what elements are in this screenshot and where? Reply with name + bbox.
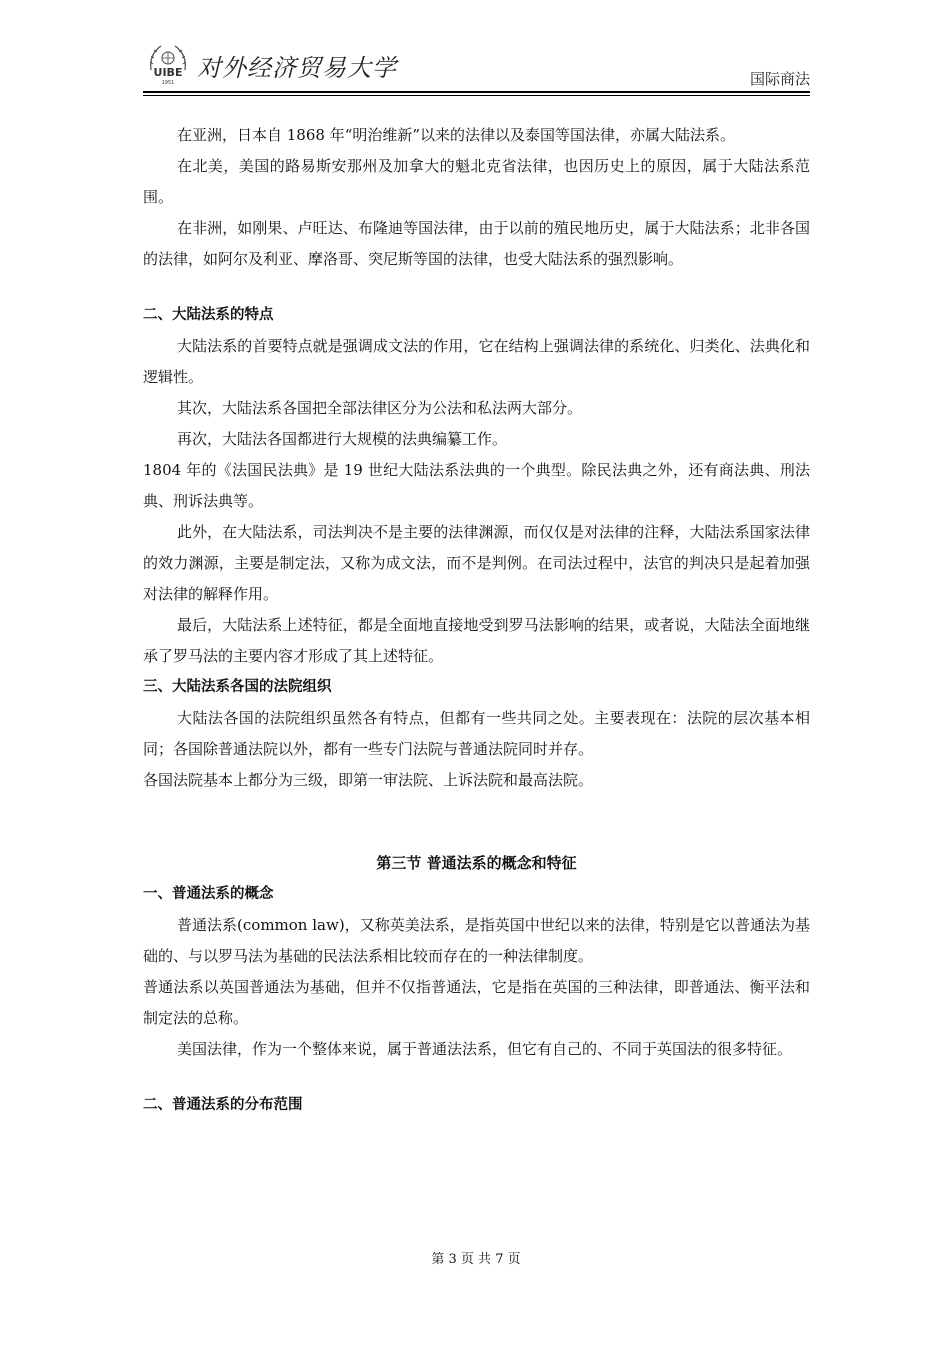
paragraph: 大陆法系的首要特点就是强调成文法的作用，它在结构上强调法律的系统化、归类化、法典化和逻辑性。 [143,337,810,386]
paragraph: 美国法律，作为一个整体来说，属于普通法法系，但它有自己的、不同于英国法的很多特征。 [177,1040,793,1058]
paragraph: 最后，大陆法系上述特征，都是全面地直接地受到罗马法影响的结果，或者说，大陆法全面地继承了罗马法的主要内容才形成了其上述特征。 [143,616,810,665]
paragraph: 普通法系(common law)，又称英美法系，是指英国中世纪以来的法律，特别是它以普通法为基础的、与以罗马法为基础的民法法系相比较而存在的一种法律制度。 [143,916,810,965]
paragraph: 大陆法各国的法院组织虽然各有特点，但都有一些共同之处。主要表现在：法院的层次基本相同；各国除普通法院以外，都有一些专门法院与普通法院同时并存。 [143,709,810,758]
paragraph: 1804 年的《法国民法典》是 19 世纪大陆法系法典的一个典型。除民法典之外，还有商法典、刑法典、刑诉法典等。 [143,461,810,510]
paragraph: 在北美，美国的路易斯安那州及加拿大的魁北克省法律，也因历史上的原因，属于大陆法系范围。 [143,157,810,206]
section-title: 第三节 普通法系的概念和特征 [376,854,577,872]
subsection-heading: 一、普通法系的概念 [143,886,274,902]
paragraph: 再次，大陆法各国都进行大规模的法典编纂工作。 [177,430,508,448]
page-header [143,38,810,94]
header-rule [143,91,810,93]
paragraph: 此外，在大陆法系，司法判决不是主要的法律渊源，而仅仅是对法律的注释，大陆法系国家法律的效力渊源，主要是制定法，又称为成文法，而不是判例。在司法过程中，法官的判决只是起着加强对法律的解释作用。 [143,523,810,603]
subsection-heading: 三、大陆法系各国的法院组织 [143,679,332,695]
university-logo [145,40,191,86]
svg-text:1951: 1951 [161,80,175,86]
header-rule-thin [143,95,810,96]
subsection-heading: 二、大陆法系的特点 [143,307,274,323]
paragraph: 其次，大陆法系各国把全部法律区分为公法和私法两大部分。 [177,399,583,417]
paragraph: 普通法系以英国普通法为基础，但并不仅指普通法，它是指在英国的三种法律，即普通法、衡平法和制定法的总称。 [143,978,810,1027]
paragraph: 各国法院基本上都分为三级，即第一审法院、上诉法院和最高法院。 [143,771,594,789]
subsection-heading: 二、普通法系的分布范围 [143,1097,303,1113]
paragraph: 在亚洲，日本自 1868 年“明治维新”以来的法律以及泰国等国法律，亦属大陆法系。 [177,126,736,144]
course-title: 国际商法 [749,70,810,88]
page-number: 第 3 页 共 7 页 [431,1252,521,1267]
svg-text:UIBE: UIBE [153,66,183,79]
paragraph: 在非洲，如刚果、卢旺达、布隆迪等国法律，由于以前的殖民地历史，属于大陆法系；北非各国的法律，如阿尔及利亚、摩洛哥、突尼斯等国的法律，也受大陆法系的强烈影响。 [143,219,810,268]
university-name: 对外经济贸易大学 [197,54,397,82]
document-body [143,120,810,1121]
